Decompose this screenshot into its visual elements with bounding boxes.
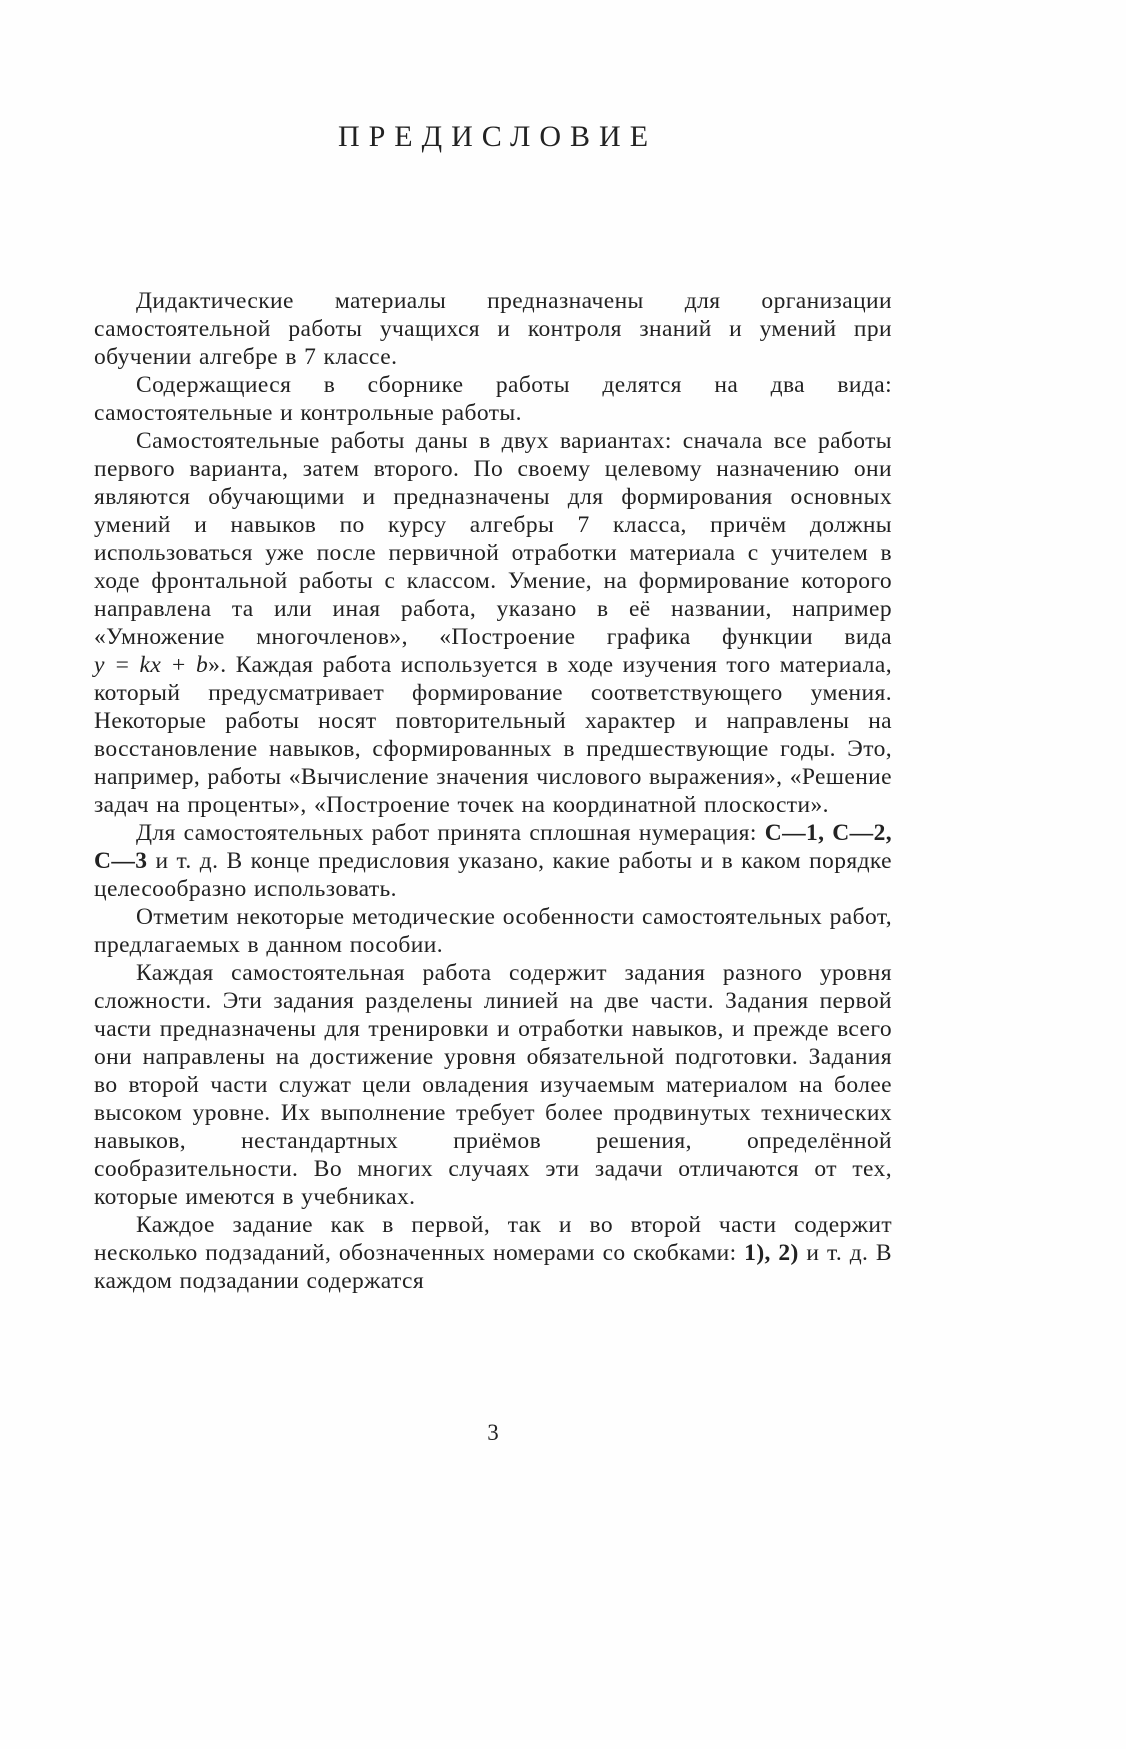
preface-body (94, 287, 892, 1295)
paragraph-4 (94, 819, 892, 903)
paragraph-3 (94, 427, 892, 819)
work-numbering-labels: С—1, С—2, С—3 (94, 820, 892, 874)
text-run: ». Каждая работа используется в ходе изучения того материала, который предусматривает формирование соответствующего умения. Некоторые работы носят повторительный характер и направлены на восстановление навыков, сформированных в предшествующие годы. Это, например, работы «Вычисление значения числового выражения», «Решение задач на проценты», «Построение точек на координатной плоскости». (94, 652, 892, 818)
paragraph-1: Дидактические материалы предназначены для организации самостоятельной работы учащихся и контроля знаний и умений при обучении алгебре в 7 классе. (94, 288, 892, 370)
text-run: Для самостоятельных работ принята сплошная нумерация: (136, 820, 765, 846)
paragraph-7 (94, 1211, 892, 1295)
text-run: и т. д. В конце предисловия указано, какие работы и в каком порядке целесообразно использовать. (94, 848, 892, 902)
text-run: и т. д. В каждом подзадании содержатся (94, 1240, 892, 1294)
paragraph-2: Содержащиеся в сборнике работы делятся на два вида: самостоятельные и контрольные работы. (94, 372, 892, 426)
text-run: Каждое задание как в первой, так и во второй части содержит несколько подзаданий, обозначенных номерами со скобками: (94, 1212, 892, 1266)
paragraph-5: Отметим некоторые методические особенности самостоятельных работ, предлагаемых в данном пособии. (94, 904, 892, 958)
subtask-number-labels: 1), 2) (744, 1240, 799, 1266)
formula-y-kx-b: y = kx + b (94, 652, 209, 678)
text-run: Самостоятельные работы даны в двух вариантах: сначала все работы первого варианта, затем второго. По своему целевому назначению они являются обучающими и предназначены для формирования основных умений и навыков по курсу алгебры 7 класса, причём должны использоваться уже после первичной отработки материала с учителем в ходе фронтальной работы с классом. Умение, на формирование которого направлена та или иная работа, указано в её названии, например «Умножение многочленов», «Построение графика функции вида (94, 428, 892, 650)
page-title: ПРЕДИСЛОВИЕ (337, 120, 658, 153)
paragraph-6: Каждая самостоятельная работа содержит задания разного уровня сложности. Эти задания разделены линией на две части. Задания первой части предназначены для тренировки и отработки навыков, и прежде всего они направлены на достижение уровня обязательной подготовки. Задания во второй части служат цели овладения изучаемым материалом на более высоком уровне. Их выполнение требует более продвинутых технических навыков, нестандартных приёмов решения, определённой сообразительности. Во многих случаях эти задачи отличаются от тех, которые имеются в учебниках. (94, 960, 892, 1210)
page-number: 3 (487, 1420, 499, 1445)
